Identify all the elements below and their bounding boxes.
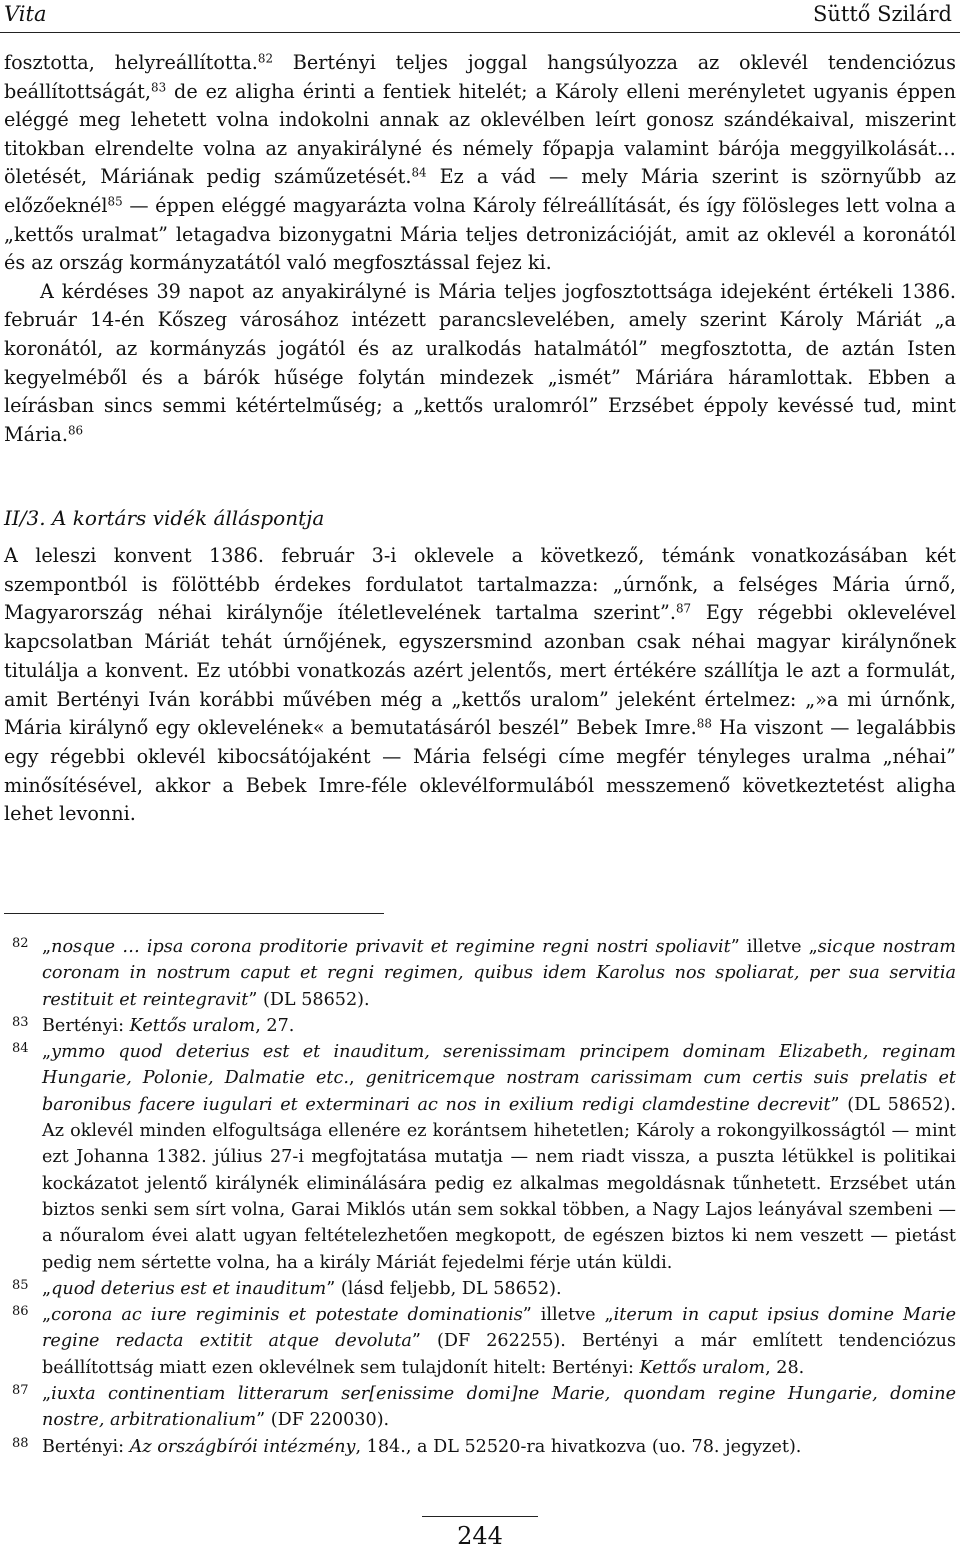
footnote-part: ” (DL 58652).	[248, 989, 370, 1010]
footnote-ref-86[interactable]: 86	[67, 423, 84, 438]
page-number: 244	[457, 1522, 503, 1550]
footnote-ref-84[interactable]: 84	[411, 165, 427, 180]
header-author: Süttő Szilárd	[813, 2, 952, 26]
footnotes	[4, 934, 956, 1460]
footnote-part: „	[42, 1384, 52, 1405]
footnote	[4, 1434, 956, 1460]
footnote-ref-87[interactable]: 87	[675, 601, 692, 616]
footnote	[4, 1302, 956, 1381]
footnote-part: Kettős uralom	[639, 1357, 766, 1378]
paragraph-3-text-a: A leleszi konvent 1386. február 3-i oklevele a következő, témánk vonatkozásában két szempontból is fölöttébb érdekes fordulatot tartalmazza: „úrnőnk, a felséges Mária úrnő, Magyarország néhai királynője ítéletlevelének tartalma szerint”.	[4, 544, 956, 625]
section-heading: II/3. A kortárs vidék álláspontja	[4, 506, 325, 530]
footnote-number: 84	[12, 1041, 29, 1057]
footnote-separator	[4, 913, 384, 914]
footnote-number: 82	[12, 936, 29, 951]
footnote-ref-85[interactable]: 85	[107, 194, 123, 209]
footnote-number: 86	[12, 1304, 29, 1320]
footnote-part: ymmo quod deterius est et inauditum, serenissimam principem dominam Elizabeth, reginam Hungarie, Polonie, Dalmatie etc.	[42, 1042, 956, 1089]
footnote-part: „	[42, 1278, 52, 1299]
footnote-ref-82[interactable]: 82	[257, 51, 274, 66]
footnote	[4, 1276, 956, 1302]
paragraph-2	[4, 278, 956, 450]
footnote	[4, 934, 956, 1013]
footnote-part: ” illetve „	[730, 937, 818, 957]
footnote-part: ” illetve „	[522, 1305, 614, 1326]
footnote-part: quod deterius est et inauditum	[51, 1278, 327, 1299]
paragraph-3-text-c: Ha viszont — legalábbis egy régebbi oklevél kibocsátójaként — Mária felségi címe megfér tényleges uralma „néhai” minősítésével, akkor a Bebek Imre-féle oklevélformulából messzemenő következtetést aligha lehet levonni.	[4, 716, 956, 826]
paragraph-1	[4, 49, 956, 278]
footnote-part: , 27.	[255, 1015, 295, 1036]
footnote	[4, 1039, 956, 1276]
footnote-part: corona ac iure regiminis et potestate dominationis	[51, 1305, 523, 1326]
page-number-rule	[422, 1516, 538, 1517]
footnote-number: 85	[12, 1277, 29, 1293]
footnote-ref-88[interactable]: 88	[696, 716, 712, 731]
paragraph-1-text-b: Bertényi teljes joggal hangsúlyozza az oklevél tendenciózus beállítottságát,	[4, 51, 956, 103]
footnote-part: , 28.	[765, 1357, 805, 1378]
footnote-part: ” (DL 58652). Az oklevél minden elfogultsága ellenére ez korántsem hihetetlen; Károly a rokongyilkosságtól — mint ezt Johanna 1382. július 27-i megfojtatása mutatja — nem riadt vissza, a puszta létükkel is politikai kockázatot jelentő királynék eliminálására pedig ez alkalmas megoldásnak tűnhetett. Erzsébet után biztos senki sem sírt volna, Garai Miklós után sem sokkal többen, a Nagy Lajos leányával szembeni — a nőuralom évei alatt ugyan feltételezhetően megkopott, de egészen biztos ki nem veszett — pietást pedig nem sértette volna, ha a király Máriát fejedelmi férje után küldi.	[42, 1094, 956, 1273]
paragraph-1-text-c: de ez aligha érinti a fentiek hitelét; a Károly elleni merényletet ugyanis éppen eléggé meg lehetett volna indokolni annak az oklevélben leírt gonosz szándékaival, miszerint titokban elrendelte volna az anyakirályné és némely főpapja valamint bárója meggyilkolását… öletését, Máriának pedig száműzetését.	[4, 79, 956, 189]
footnote-part: Bertényi:	[42, 1436, 130, 1457]
main-text	[4, 49, 956, 449]
footnote-part: sicque nostram coronam in nostrum caput et regni regimen, quibus idem Karolus nos spoliarat, per sua servitia restituit et reintegravit	[42, 937, 956, 1010]
footnote-part: Az országbírói intézmény	[129, 1436, 356, 1457]
paragraph-1-text-d: Ez a vád — mely Mária szerint is szörnyűbb az előzőeknél	[4, 165, 956, 217]
footnote-ref-83[interactable]: 83	[151, 80, 167, 95]
paragraph-3	[4, 542, 956, 829]
footnote-part: iuxta continentiam litterarum ser[enissime domi]ne Marie, quondam regine Hungarie, domine nostre, arbitrationalium	[42, 1384, 956, 1431]
header-section-title: Vita	[4, 2, 47, 26]
paragraph-1-text-e: — éppen eléggé magyarázta volna Károly félreállítását, és így fölösleges lett volna a „kettős uralmat” letagadva bizonygatni Mária teljes detronizációját, amit az oklevél a koronától és az ország kormányzatától való megfosztással fejez ki.	[4, 193, 956, 275]
footnote	[4, 1013, 956, 1039]
footnote-part: ” (DF 220030).	[256, 1410, 390, 1431]
footnote-part: ” (lásd feljebb, DL 58652).	[326, 1278, 562, 1299]
footnote-part: „	[42, 937, 52, 957]
footnote-part: , 184., a DL 52520-ra hivatkozva (uo. 78. jegyzet).	[355, 1436, 802, 1457]
footnote-part: Bertényi:	[42, 1015, 130, 1036]
footnote-part: nosque … ipsa corona proditorie privavit et regimine regni nostri spoliavit	[51, 937, 731, 957]
footnote-number: 87	[12, 1383, 29, 1399]
section-text	[4, 542, 956, 829]
footnote-part: iterum in caput ipsius domine Marie regine redacta extitit atque devoluta	[42, 1305, 956, 1352]
footnote-number: 83	[12, 1014, 29, 1030]
footnote	[4, 1381, 956, 1434]
paragraph-3-text-b: Egy régebbi oklevelével kapcsolatban Máriát tehát úrnőjének, egyszersmind azonban csak néhai magyar királynőnek titulálja a konvent. Ez utóbbi vonatkozás azért jelentős, mert értékére szállítja le azt a formulát, amit Bertényi Iván korábbi művében még a „kettős uralom” jeleként értelmez: „»a mi úrnőnk, Mária királynő egy oklevelének« a bemutatásáról beszél” Bebek Imre.	[4, 601, 956, 740]
running-header	[0, 0, 960, 33]
footnote-part: genitricemque nostram carissimam cum certis suis prelatis et baronibus facere iugulari et exterminari ac nos in exilium redigi clamdestine decrevit	[42, 1068, 956, 1115]
paragraph-1-text-a: fosztotta, helyreállította.	[4, 51, 258, 74]
footnote-number: 88	[12, 1435, 29, 1451]
footnote-part: ” (DF 262255). Bertényi a már említett tendenciózus beállítottság miatt ezen oklevélnek sem tulajdonít hitelt: Bertényi:	[42, 1331, 956, 1378]
footnote-part: „	[42, 1305, 52, 1326]
paragraph-2-text-a: A kérdéses 39 napot az anyakirályné is Mária teljes jogfosztottsága idejeként értékeli 1386. február 14-én Kőszeg városához intézett parancslevelében, amely szerint Károly Máriát „a koronától, az kormányzás jogától és az uralkodás hatalmától” megfosztotta, de aztán Isten kegyelméből és a bárók hűsége folytán mindezek „ismét” Máriára háramlottak. Ebben a leírásban sincs semmi kétértelműség; a „kettős uralomról” Erzsébet éppoly kevéssé tud, mint Mária.	[4, 279, 956, 446]
footnote-part: „	[42, 1042, 52, 1063]
footnote-part: Kettős uralom	[129, 1015, 256, 1036]
footnote-part: ,	[348, 1068, 366, 1089]
